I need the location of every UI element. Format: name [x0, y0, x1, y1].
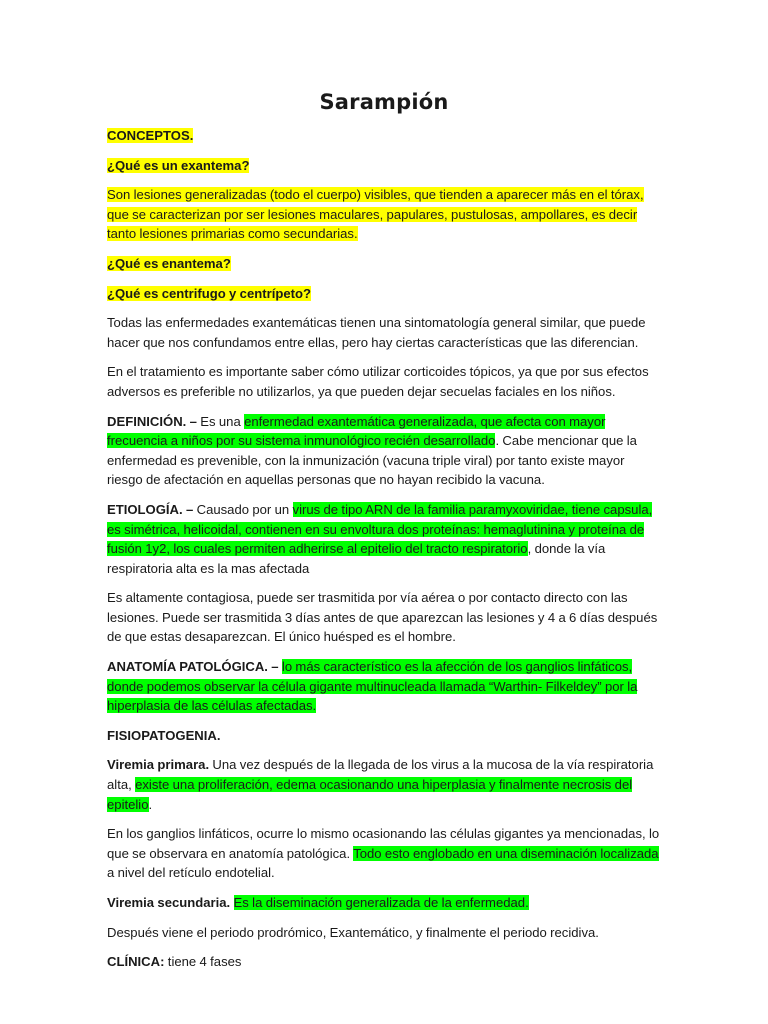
heading-fisiopatogenia: FISIOPATOGENIA. — [107, 727, 221, 743]
paragraph-etiologia: ETIOLOGÍA. – Causado por un virus de tipo ARN de la familia paramyxoviridae, tiene capsula, es simétrica, helicoidal, contienen en su envoltura dos proteínas: hemaglutinina y proteína de fusión 1y2, los cuales permiten adherirse al epitelio del tracto respiratorio, donde la vía respiratoria alta es la mas afectada — [107, 501, 653, 576]
question-enantema: ¿Qué es enantema? — [107, 255, 231, 271]
heading-conceptos: CONCEPTOS. — [107, 128, 194, 143]
label-viremia-primaria: Viremia primara. — [107, 757, 210, 773]
question-exantema: ¿Qué es un exantema? — [107, 157, 250, 173]
paragraph-todas: Todas las enfermedades exantemáticas tienen una sintomatología general similar, que puede hacer que nos confundamos entre ellas, pero hay ciertas características que las diferencian. — [107, 315, 646, 350]
highlight-anatomia: lo más característico es la afección de los ganglios linfáticos, donde podemos observar la célula gigante multinucleada llamada “Warthin- Filkeldey” por la hiperplasia de las células afectadas. — [107, 659, 638, 714]
page-title: Sarampión — [319, 90, 449, 114]
highlight-etiologia: virus de tipo ARN de la familia paramyxoviridae, tiene capsula, es simétrica, helicoidal, contienen en su envoltura dos proteínas: hemaglutinina y proteína de fusión 1y2, los cuales permiten adherirse al epitelio del tracto respiratorio — [107, 501, 653, 557]
question-centrifugo: ¿Qué es centrifugo y centrípeto? — [107, 285, 311, 301]
paragraph-ganglios: En los ganglios linfáticos, ocurre lo mismo ocasionando las células gigantes ya mencionadas, lo que se observara en anatomía patológica. Todo esto englobado en una diseminación localizada a nivel del retículo endotelial. — [107, 826, 660, 881]
label-etiologia: ETIOLOGÍA. – — [107, 501, 194, 517]
paragraph-despues: Después viene el periodo prodrómico, Exantemático, y finalmente el periodo recidiva. — [107, 924, 599, 940]
paragraph-clinica: CLÍNICA: tiene 4 fases — [107, 954, 242, 970]
label-clinica: CLÍNICA: — [107, 954, 165, 970]
paragraph-definicion: DEFINICIÓN. – Es una enfermedad exantemática generalizada, que afecta con mayor frecuencia a niños por su sistema inmunológico recién desarrollado. Cabe mencionar que la enfermedad es prevenible, con la inmunización (vacuna triple viral) por tanto existe mayor riesgo de afectación en aquellas personas que no hayan recibido la vacuna. — [107, 413, 637, 488]
highlight-viremia-primaria: existe una proliferación, edema ocasionando una hiperplasia y finalmente necrosis del epitelio — [107, 777, 633, 812]
label-viremia-secundaria: Viremia secundaria. — [107, 895, 231, 910]
label-definicion: DEFINICIÓN. – — [107, 413, 197, 429]
highlight-ganglios: Todo esto englobado en una diseminación localizada — [353, 845, 659, 861]
paragraph-contagiosa: Es altamente contagiosa, puede ser trasmitida por vía aérea o por contacto directo con las lesiones. Puede ser trasmitida 3 días antes de que aparezcan las lesiones y 4 a 6 días después de que estas desaparezcan. El único huésped es el hombre. — [107, 590, 658, 645]
paragraph-viremia-secundaria — [107, 893, 661, 913]
label-anatomia: ANATOMÍA PATOLÓGICA. – — [107, 659, 279, 675]
highlight-definicion: enfermedad exantemática generalizada, que afecta con mayor frecuencia a niños por su sistema inmunológico recién desarrollado — [107, 413, 606, 449]
highlight-viremia-secundaria: Es la diseminación generalizada de la enfermedad. — [233, 895, 529, 910]
answer-exantema: Son lesiones generalizadas (todo el cuerpo) visibles, que tienden a aparecer más en el tórax, que se caracterizan por ser lesiones maculares, papulares, pustulosas, ampollares, es decir tanto lesiones primarias como secundarias. — [107, 187, 644, 242]
paragraph-tratamiento: En el tratamiento es importante saber cómo utilizar corticoides tópicos, ya que por sus efectos adversos es preferible no utilizarlos, ya que pueden dejar secuelas faciales en los niños. — [107, 364, 649, 399]
paragraph-anatomia — [107, 657, 661, 716]
paragraph-viremia-primaria: Viremia primara. Una vez después de la llegada de los virus a la mucosa de la vía respiratoria alta, existe una proliferación, edema ocasionando una hiperplasia y finalmente necrosis del epitelio. — [107, 757, 654, 812]
